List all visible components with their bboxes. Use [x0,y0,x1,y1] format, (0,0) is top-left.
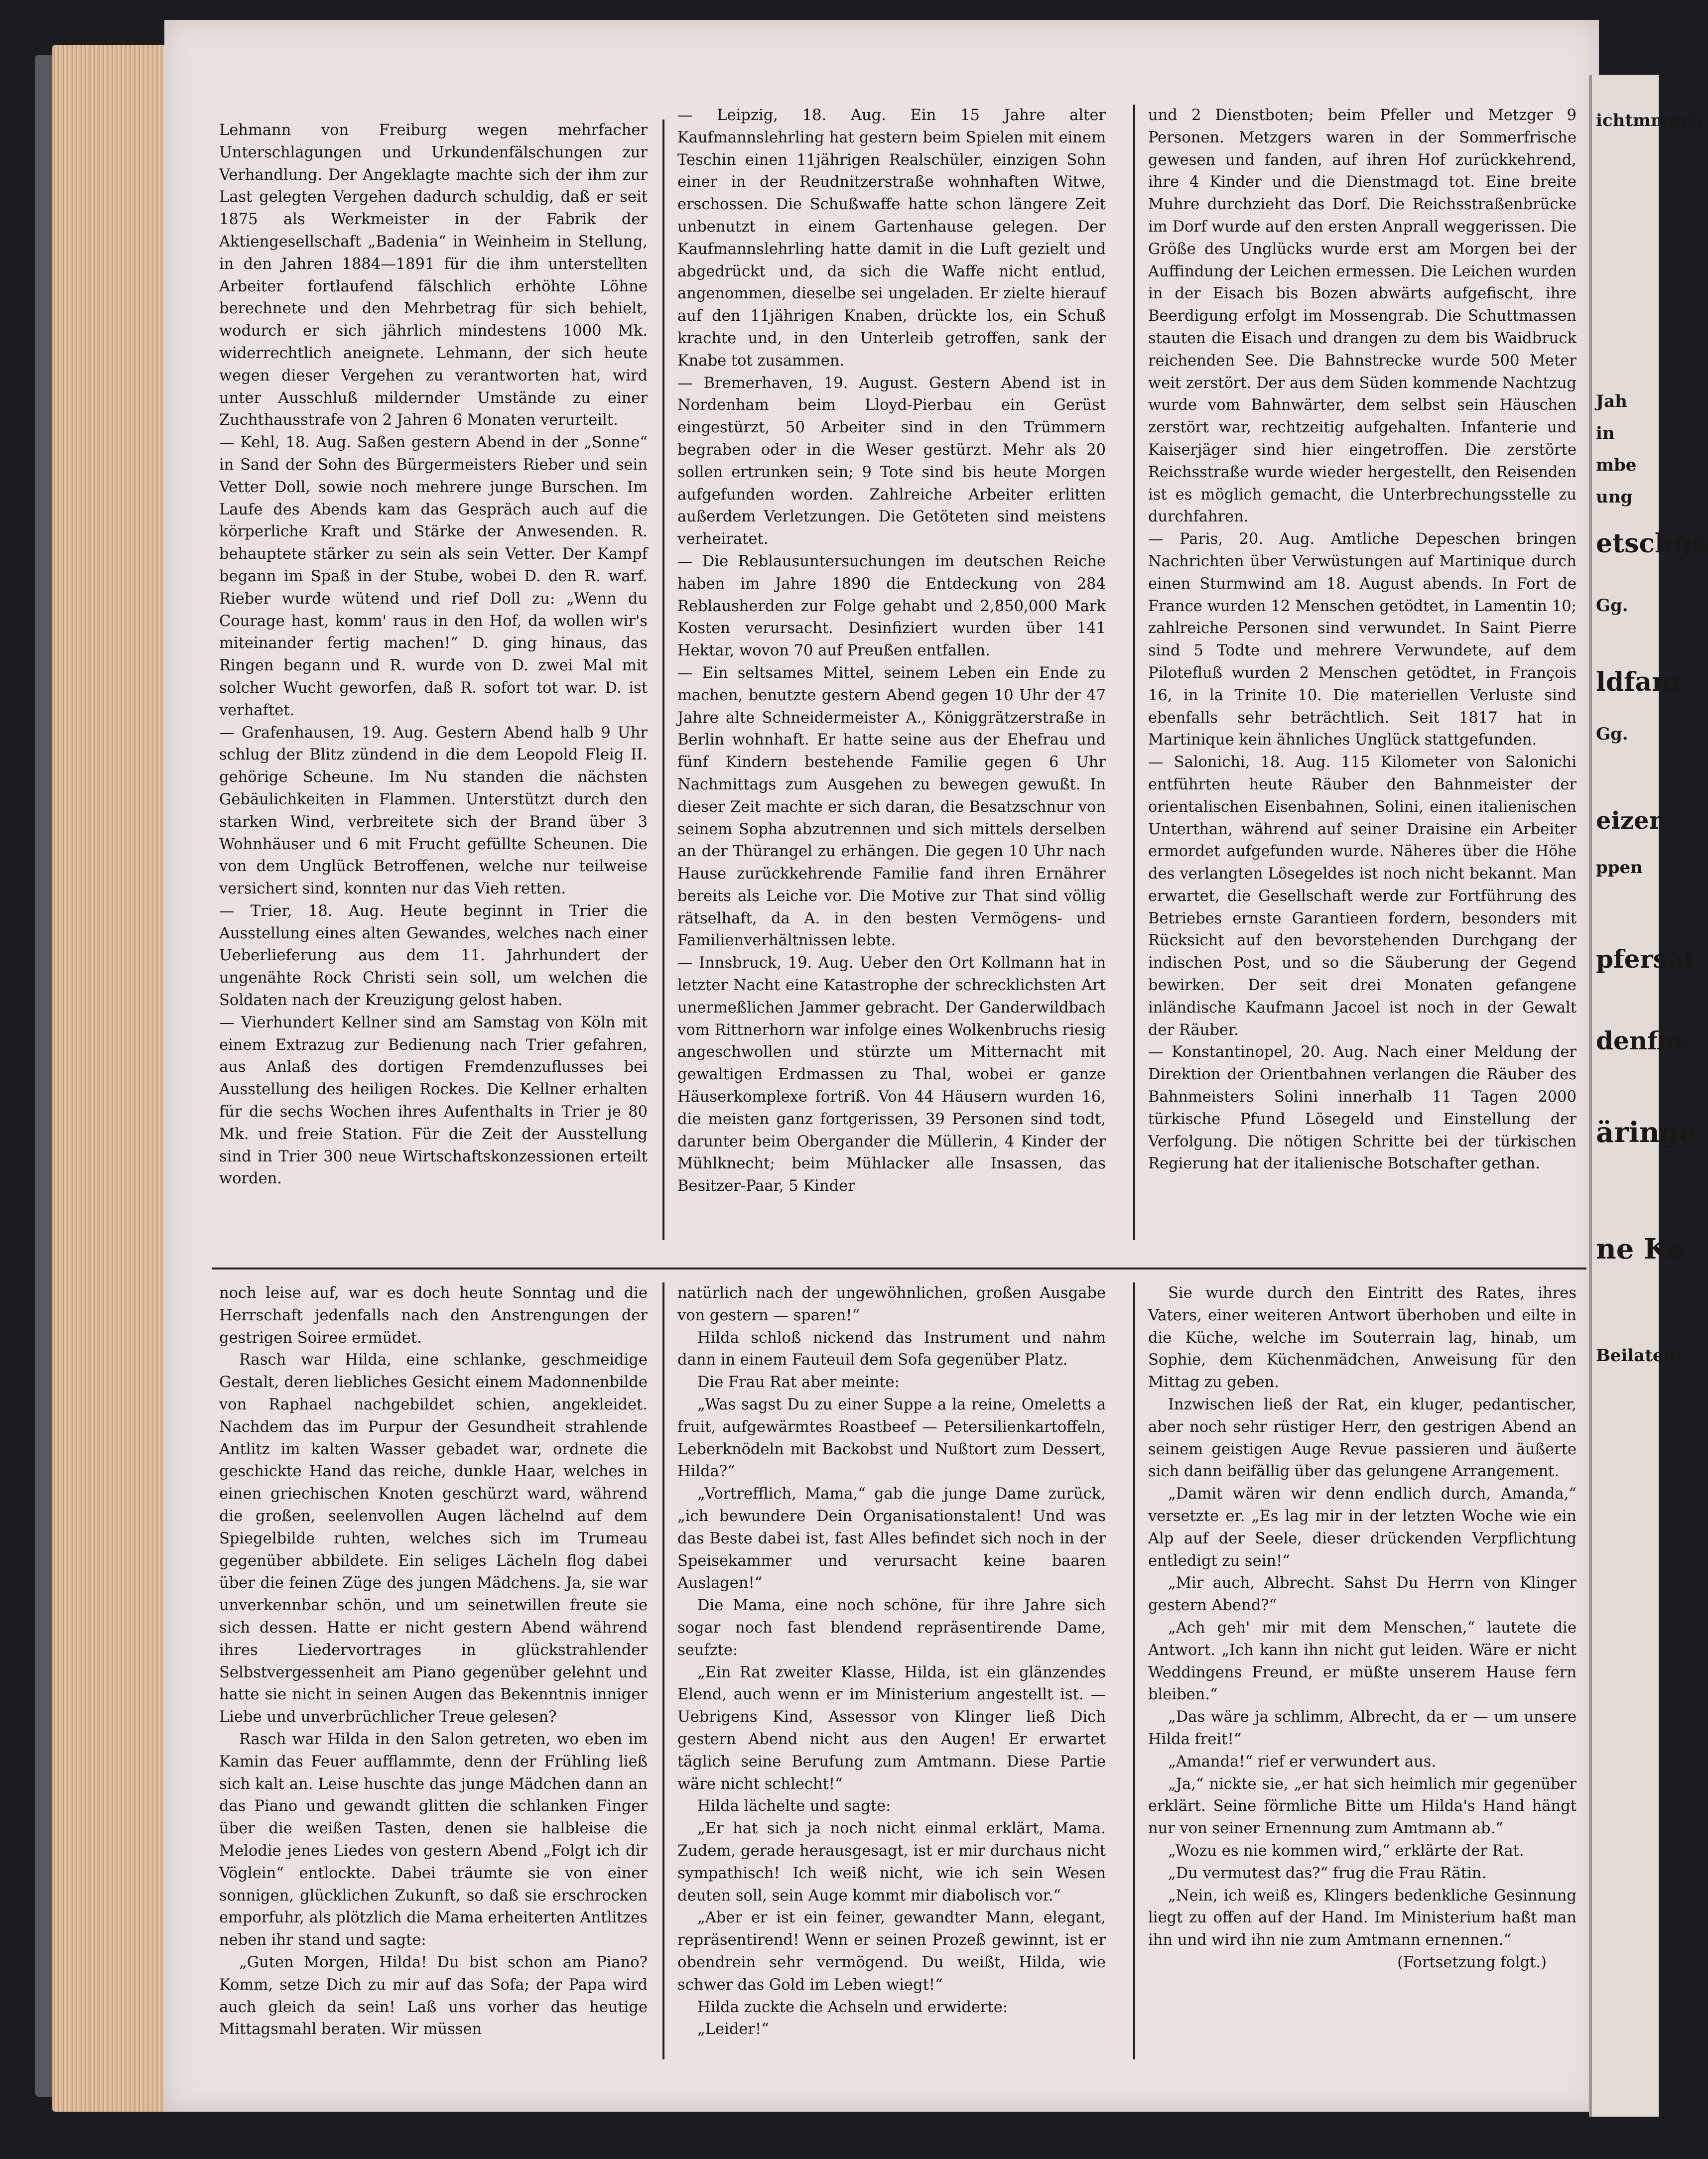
news-item: — Die Reblausuntersuchungen im deutschen Reiche haben im Jahre 1890 die Entdeckung von 284 Reblausherden zur Folge gehabt und 2,850,000 Mark Kosten verursacht. Desinfiziert wurden über 141 Hektar, wovon 70 auf Preußen entfallen. [677,552,1106,660]
story-paragraph: „Nein, ich weiß es, Klingers bedenkliche Gesinnung liegt zu offen auf der Hand. Im Ministerium haßt man ihn und wird ihn nie zum Amtmann ernennen.“ [1148,1887,1577,1949]
story-paragraph: „Damit wären wir denn endlich durch, Amanda,“ versetzte er. „Es lag mir in der letzten Woche wie ein Alp auf der Seele, dieser drückenden Verpflichtung entledigt zu sein!“ [1148,1485,1577,1570]
news-item: — Vierhundert Kellner sind am Samstag von Köln mit einem Extrazug zur Bedienung nach Trier gefahren, aus Anlaß des dortigen Fremdenzuflusses bei Ausstellung des heiligen Rockes. Die Kellner erhalten für die sechs Wochen ihres Aufenthalts in Trier je 80 Mk. und freie Station. Für die Zeit der Ausstellung sind in Trier 300 neue Wirtschaftskonzessionen erteilt worden. [219,1014,648,1188]
news-item: und 2 Dienstboten; beim Pfeller und Metzger 9 Personen. Metzgers waren in der Sommerfrische gewesen und fanden, auf ihren Hof zurückkehrend, ihre 4 Kinder und die Dienstmagd tot. Eine breite Muhre durchzieht das Dorf. Die Reichsstraßenbrücke im Dorf wurde auf den ersten Anprall weggerissen. Die Größe des Unglücks wurde erst am Morgen bei der Auffindung der Leichen ermessen. Die Leichen wurden in der Eisach bis Bozen abwärts aufgefischt, ihre Beerdigung erfolgt im Mossengrab. Die Schuttmassen stauten die Eisach und drangen zu dem bis Waidbruck reichenden See. Die Bahnstrecke wurde 500 Meter weit zerstört. Der aus dem Süden kommende Nachtzug wurde vom Bahnwärter, dem selbst sein Häuschen zerstört war, rechtzeitig aufgehalten. Infanterie und Kaiserjäger sind hier eingetroffen. Die zerstörte Reichsstraße wurde wieder hergestellt, den Reisenden ist es möglich gemacht, die Unterbrechungsstelle zu durchfahren. [1148,107,1577,526]
section-rule [212,1268,1586,1270]
story-column-2 [677,1282,1106,2059]
story-paragraph: Hilda zuckte die Achseln und erwiderte: [697,1998,1008,2016]
news-item: — Trier, 18. Aug. Heute beginnt in Trier die Ausstellung eines alten Gewandes, welches nach einer Ueberlieferung aus dem 11. Jahrhundert der ungenähte Rock Christi sein soll, um welchen die Soldaten nach der Kreuzigung gelost haben. [219,902,648,1010]
ad-fragment: ung [1596,487,1633,507]
column-rule [1133,105,1135,1240]
story-paragraph: „Leider!“ [697,2021,769,2038]
story-paragraph: Die Mama, eine noch schöne, für ihre Jahre sich sogar noch fast blendend repräsentirende Dame, seufzte: [677,1597,1106,1659]
ad-fragment: ichtmmmis [1596,111,1703,130]
news-column-1 [219,120,648,1240]
news-item: — Ein seltsames Mittel, seinem Leben ein Ende zu machen, benutzte gestern Abend gegen 10 Uhr der 47 Jahre alte Schneidermeister A., Königgrätzerstraße in Berlin wohnhaft. Er hatte seine aus der Ehefrau und fünf Kindern bestehende Familie gegen 6 Uhr Nachmittags zum Ausgehen zu bewegen gewußt. In dieser Zeit machte er sich daran, die Besatzschnur von seinem Sopha abzutrennen und sich mittels derselben an der Thürangel zu erhängen. Die gegen 10 Uhr nach Hause zurückkehrende Familie fand ihren Ernährer bereits als Leiche vor. Die Motive zur That sind völlig rätselhaft, da A. in den besten Vermögens- und Familienverhältnissen lebte. [677,664,1106,950]
news-item: — Paris, 20. Aug. Amtliche Depeschen bringen Nachrichten über Verwüstungen auf Martinique durch einen Sturmwind am 18. August abends. In Fort de France wurden 12 Menschen getödtet, in Lamentin 10; zahlreiche Personen sind verwundet. In Saint Pierre sind 5 Todte und mehrere Verwundete, auf dem Pilotefluß wurden 2 Menschen getödtet, in François 16, in la Trinite 10. Die materiellen Verluste sind ebenfalls sehr beträchtlich. Seit 1817 hat in Martinique kein ähnliches Unglück stattgefunden. [1148,530,1577,749]
story-paragraph: „Du vermutest das?“ frug die Frau Rätin. [1168,1864,1487,1882]
ad-fragment: Gg. [1596,596,1628,616]
story-paragraph: „Das wäre ja schlimm, Albrecht, da er — um unsere Hilda freit!“ [1148,1708,1577,1748]
story-paragraph: „Wozu es nie kommen wird,“ erklärte der Rat. [1168,1842,1524,1860]
ad-fragment: denflo [1596,1026,1682,1055]
story-paragraph: Hilda schloß nickend das Instrument und nahm dann in einem Fauteuil dem Sofa gegenüber Platz. [677,1329,1106,1369]
news-item: — Bremerhaven, 19. August. Gestern Abend ist in Nordenham beim Lloyd-Pierbau ein Gerüst eingestürzt, 50 Arbeiter sind in den Trümmern begraben oder in die Weser gestürzt. Mehr als 20 sollen ertrunken sein; 9 Tote sind bis heute Morgen aufgefunden worden. Zahlreiche Arbeiter erlitten außerdem Verletzungen. Die Getöteten sind meistens verheiratet. [677,374,1106,548]
ad-fragment: in [1596,423,1615,443]
story-paragraph: Rasch war Hilda in den Salon getreten, wo eben im Kamin das Feuer aufflammte, denn der Frühling ließ sich kalt an. Leise huschte das junge Mädchen dann an das Piano und gewandt glitten die schlanken Finger über die weißen Tasten, denen sie halbleise die Melodie jenes Liedes von gestern Abend „Folgt ich dir Vöglein“ entlockte. Dabei träumte sie von einer sonnigen, glücklichen Zukunft, so daß sie erschrocken emporfuhr, als plötzlich die Mama erheiterten Antlitzes neben ihr stand und sagte: [219,1730,648,1949]
story-column-3 [1148,1282,1577,2059]
news-item: — Kehl, 18. Aug. Saßen gestern Abend in der „Sonne“ in Sand der Sohn des Bürgermeisters Rieber und sein Vetter Doll, sowie noch mehrere junge Burschen. Im Laufe des Abends kam das Gespräch auch auf die körperliche Kraft und Stärke der Anwesenden. R. behauptete stärker zu sein als sein Vetter. Der Kampf begann im Spaß in der Stube, wobei D. den R. warf. Rieber wurde wütend und rief Doll zu: „Wenn du Courage hast, komm' raus in den Hof, da wollen wir's miteinander fertig machen!“ D. ging hinaus, das Ringen begann und R. wurde von D. zwei Mal mit solcher Wucht geworfen, daß R. sofort tot war. D. ist verhaftet. [219,434,648,719]
news-item: — Grafenhausen, 19. Aug. Gestern Abend halb 9 Uhr schlug der Blitz zündend in die dem Leopold Fleig II. gehörige Scheune. Im Nu standen die nächsten Gebäulichkeiten in Flammen. Unterstützt durch den starken Wind, verbreitete sich der Brand über 3 Wohnhäuser und 6 mit Frucht gefüllte Scheunen. Die von dem Unglück Betroffenen, welche nur teilweise versichert sind, konnten nur das Vieh retten. [219,724,648,898]
adjacent-page-edge [1589,75,1708,2117]
ad-fragment: etschge [1596,528,1708,559]
news-item: — Innsbruck, 19. Aug. Ueber den Ort Kollmann hat in letzter Nacht eine Katastrophe der schrecklichsten Art unermeßlichen Jammer gebracht. Der Ganderwildbach vom Rittnerhorn war infolge eines Wolkenbruchs riesig angeschwollen und stürzte um Mitternacht mit gewaltigen Erdmassen zu Thal, wobei er ganze Häuserkomplexe fortriß. Von 44 Häusern wurden 16, die meisten ganz fortgerissen, 39 Personen sind todt, darunter beim Obergander die Müllerin, 4 Kinder der Mühlknecht; beim Mühlacker alle Insassen, das Besitzer-Paar, 5 Kinder [677,954,1106,1195]
story-paragraph: Die Frau Rat aber meinte: [697,1374,900,1392]
news-column-2 [677,105,1106,1240]
story-paragraph: „Guten Morgen, Hilda! Du bist schon am Piano? Komm, setze Dich zu mir auf das Sofa; der Papa wird auch gleich da sein! Laß uns vorher das heutige Mittagsmahl beraten. Wir müssen [219,1953,648,2038]
story-paragraph: „Ach geh' mir mit dem Menschen,“ lautete die Antwort. „Ich kann ihn nicht gut leiden. Wäre er nicht Weddingens Freund, er müßte unserem Hause fern bleiben.“ [1148,1619,1577,1704]
book-spine [35,55,55,2097]
news-item: Lehmann von Freiburg wegen mehrfacher Unterschlagungen und Urkundenfälschungen zur Verhandlung. Der Angeklagte machte sich der ihm zur Last gelegten Vergehen dadurch schuldig, daß er seit 1875 als Werkmeister in der Fabrik der Aktiengesellschaft „Badenia“ in Weinheim in Stellung, in den Jahren 1884—1891 für die ihm unterstellten Arbeiter fortlaufend fälschlich erhöhte Löhne berechnete und den Mehrbetrag für sich behielt, wodurch er sich jährlich mindestens 1000 Mk. widerrechtlich aneignete. Lehmann, der sich heute wegen dieser Vergehen zu verantworten hat, wird unter Ausschluß mildernder Umstände zu einer Zuchthausstrafe von 2 Jahren 6 Monaten verurteilt. [219,122,648,429]
story-paragraph: natürlich nach der ungewöhnlichen, großen Ausgabe von gestern — sparen!“ [677,1284,1106,1324]
ad-fragment: ppen [1596,858,1643,878]
ad-fragment: ldfanr [1596,667,1685,697]
column-rule [662,120,664,1240]
ad-fragment: Beilaten. [1596,1346,1682,1366]
column-rule [662,1282,664,2059]
story-paragraph: „Was sagst Du zu einer Suppe a la reine, Omeletts a fruit, aufgewärmtes Roastbeef — Petersilienkartoffeln, Leberknödeln mit Backobst und Nußtort zum Dessert, Hilda?“ [677,1396,1106,1481]
ad-fragment: eizer [1596,807,1662,835]
story-paragraph: Sie wurde durch den Eintritt des Rates, ihres Vaters, einer weiteren Antwort überhoben und eilte in die Küche, welche im Souterrain lag, hinab, um Sophie, dem Küchenmädchen, Anweisung für den Mittag zu geben. [1148,1284,1577,1392]
story-paragraph: „Ja,“ nickte sie, „er hat sich heimlich mir gegenüber erklärt. Seine förmliche Bitte um Hilda's Hand hängt nur von seiner Ernennung zum Amtmann ab.“ [1148,1775,1577,1838]
story-paragraph: Hilda lächelte und sagte: [697,1797,891,1815]
newspaper-page [164,20,1599,2112]
ad-fragment: Gg. [1596,724,1628,744]
story-paragraph: „Amanda!“ rief er verwundert aus. [1168,1753,1437,1771]
news-item: — Salonichi, 18. Aug. 115 Kilometer von Salonichi entführten heute Räuber den Bahnmeister der orientalischen Eisenbahnen, Solini, einen italienischen Unterthan, während auf seiner Draisine ein Arbeiter ermordet aufgefunden wurde. Näheres über die Höhe des verlangten Lösegeldes ist noch nicht bekannt. Man erwartet, die Gesellschaft werde zur Fortführung des Betriebes ernste Garantieen fordern, besonders mit Rücksicht auf den bevorstehenden Durchgang der indischen Post, und so die Säuberung der Gegend bewirken. Der seit drei Monaten gefangene inländische Kaufmann Jacoel ist noch in der Gewalt der Räuber. [1148,754,1577,1039]
ad-fragment: mbe [1596,455,1637,475]
story-paragraph: „Vortrefflich, Mama,“ gab die junge Dame zurück, „ich bewundere Dein Organisationstalent! Und was das Beste dabei ist, fast Alles befindet sich noch in der Speisekammer und verursacht keine baaren Auslagen!“ [677,1485,1106,1592]
story-paragraph: „Er hat sich ja noch nicht einmal erklärt, Mama. Zudem, gerade herausgesagt, ist er mir durchaus nicht sympathisch! Ich weiß nicht, wie ich sein Wesen deuten soll, sein Auge kommt mir diabolisch vor.“ [677,1820,1106,1905]
ad-fragment: Jah [1596,391,1627,411]
story-paragraph: Inzwischen ließ der Rat, ein kluger, pedantischer, aber noch sehr rüstiger Herr, den gestrigen Abend an seinem geistigen Auge Revue passieren und äußerte sich dann beifällig über das gelungene Arrangement. [1148,1396,1577,1481]
news-column-3 [1148,105,1577,1240]
story-paragraph: „Aber er ist ein feiner, gewandter Mann, elegant, repräsentirend! Wenn er seinen Prozeß gewinnt, ist er obendrein sehr vermögend. Du weißt, Hilda, wie schwer das Gold im Leben wiegt!“ [677,1909,1106,1994]
story-paragraph: „Ein Rat zweiter Klasse, Hilda, ist ein glänzendes Elend, auch wenn er im Ministerium angestellt ist. — Uebrigens Kind, Assessor von Klinger ließ Dich gestern Abend nicht aus den Augen! Er erwartet täglich seine Berufung zum Amtmann. Diese Partie wäre nicht schlecht!“ [677,1663,1106,1793]
story-paragraph: Rasch war Hilda, eine schlanke, geschmeidige Gestalt, deren liebliches Gesicht einem Madonnenbilde von Raphael nachgebildet schien, angekleidet. Nachdem das im Purpur der Gesundheit strahlende Antlitz im kalten Wasser gebadet war, ordnete die geschickte Hand das reiche, dunkle Haar, welches in einen griechischen Knoten geschürzt ward, während die großen, seelenvollen Augen lächelnd auf dem Spiegelbilde ruhten, welches sich im Trumeau gegenüber abbildete. Ein seliges Lächeln flog dabei über die feinen Züge des jungen Mädchens. Ja, sie war unverkennbar schön, und um seinetwillen freute sie sich dessen. Hatte er nicht gestern Abend während ihres Liedervortrages in glückstrahlender Selbstvergessenheit am Piano gegenüber gelehnt und hatte sie nicht in seinen Augen das Bekenntnis inniger Liebe und unverbrüchlicher Treue gelesen? [219,1351,648,1726]
ad-fragment: pfersal [1596,944,1693,974]
continuation-note: (Fortsetzung folgt.) [1397,1953,1547,1971]
story-paragraph: noch leise auf, war es doch heute Sonntag und die Herrschaft jedenfalls nach den Anstrengungen der gestrigen Soiree ermüdet. [219,1284,648,1347]
news-item: — Konstantinopel, 20. Aug. Nach einer Meldung der Direktion der Orientbahnen verlangen die Räuber des Bahnmeisters Solini innerhalb 11 Tagen 2000 türkische Pfund Lösegeld und Einstellung der Verfolgung. Die nötigen Schritte bei der türkischen Regierung hat der italienische Botschafter gethan. [1148,1043,1577,1173]
story-paragraph: „Mir auch, Albrecht. Sahst Du Herrn von Klinger gestern Abend?“ [1148,1574,1577,1615]
page-edges [52,45,167,2112]
news-item: — Leipzig, 18. Aug. Ein 15 Jahre alter Kaufmannslehrling hat gestern beim Spielen mit einem Teschin einen 11jährigen Realschüler, einzigen Sohn einer in der Reudnitzerstraße wohnhaften Witwe, erschossen. Die Schußwaffe hatte schon längere Zeit unbenutzt in einem Gartenhause gelegen. Der Kaufmannslehrling hatte damit in die Luft gezielt und abgedrückt und, da sich die Waffe nicht entlud, angenommen, dieselbe sei ungeladen. Er zielte hierauf auf den 11jährigen Knaben, drückte los, ein Schuß krachte und, in den Unterleib getroffen, sank der Knabe tot zusammen. [677,107,1106,370]
column-rule [1133,1282,1135,2059]
ad-fragment: äringe [1596,1116,1697,1149]
story-column-1 [219,1282,648,2059]
ad-fragments [1592,75,1708,1372]
ad-fragment: ne Ke [1596,1233,1685,1266]
